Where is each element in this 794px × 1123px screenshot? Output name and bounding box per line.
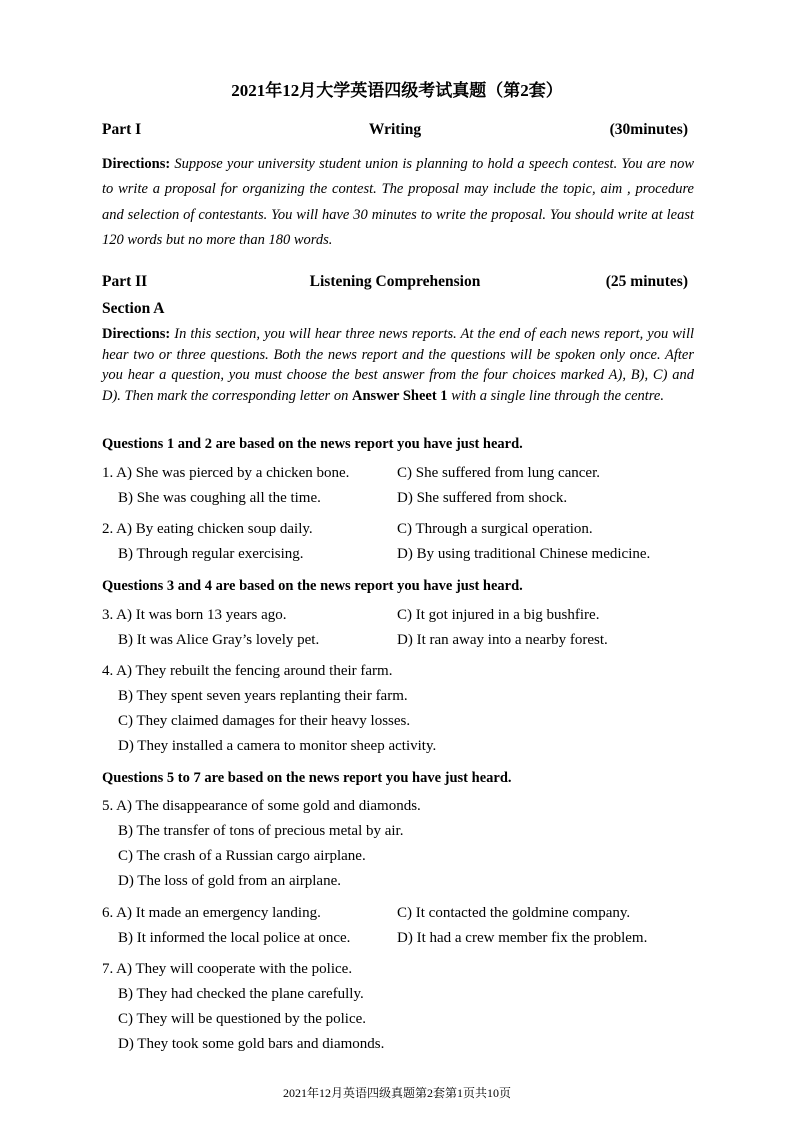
page-footer: 2021年12月英语四级真题第2套第1页共10页 <box>282 1086 511 1100</box>
question-5-option-c: C) The crash of a Russian cargo airplane. <box>118 848 366 864</box>
question-2-option-a: 2. A) By eating chicken soup daily. <box>102 521 313 537</box>
question-1-option-b: B) She was coughing all the time. <box>118 490 321 506</box>
directions-text: with a single line through the centre. <box>447 388 664 405</box>
question-group-heading: Questions 1 and 2 are based on the news report you have just heard. <box>102 436 523 452</box>
part-2-directions <box>102 324 694 407</box>
answer-sheet-ref: Answer Sheet 1 <box>351 388 448 405</box>
page-title: 2021年12月大学英语四级考试真题（第2套） <box>231 81 563 100</box>
part-1-header <box>102 121 688 141</box>
question-7-option-b: B) They had checked the plane carefully. <box>118 986 364 1002</box>
question-6-option-d: D) It had a crew member fix the problem. <box>397 930 648 946</box>
question-4-option-d: D) They installed a camera to monitor sheep activity. <box>118 738 437 754</box>
question-3-option-d: D) It ran away into a nearby forest. <box>397 632 608 648</box>
question-7-option-d: D) They took some gold bars and diamonds. <box>118 1036 385 1052</box>
question-4-option-c: C) They claimed damages for their heavy losses. <box>118 713 411 729</box>
part-1-title: Writing <box>368 121 422 138</box>
part-2-time: (25 minutes) <box>605 273 688 290</box>
question-5-option-d: D) The loss of gold from an airplane. <box>118 873 342 889</box>
directions-label: Directions: <box>102 156 171 172</box>
question-4-option-b: B) They spent seven years replanting their farm. <box>118 688 408 704</box>
question-1-option-d: D) She suffered from shock. <box>397 490 568 506</box>
question-1-option-a: 1. A) She was pierced by a chicken bone. <box>102 465 350 481</box>
question-1-option-c: C) She suffered from lung cancer. <box>397 465 600 481</box>
part-1-directions <box>102 152 694 253</box>
directions-text: In this section, you will hear three news reports. At the end of each news report, you will hear two or three questions. Both the news report and the questions will be spoken only once. After you hear a question, you must choose the best answer from the four choices marked A), B), C) and D). Then mark the corresponding letter on <box>102 326 694 405</box>
question-2-option-d: D) By using traditional Chinese medicine. <box>397 546 651 562</box>
question-6-option-c: C) It contacted the goldmine company. <box>397 905 631 921</box>
part-2-number: Part II <box>102 273 148 290</box>
question-3-option-c: C) It got injured in a big bushfire. <box>397 607 600 623</box>
question-6-option-b: B) It informed the local police at once. <box>118 930 351 946</box>
question-7-option-a: 7. A) They will cooperate with the police. <box>102 961 353 977</box>
question-7-option-c: C) They will be questioned by the police. <box>118 1011 367 1027</box>
part-1-number: Part I <box>102 121 142 138</box>
question-5-option-b: B) The transfer of tons of precious metal by air. <box>118 823 404 839</box>
question-3-option-a: 3. A) It was born 13 years ago. <box>102 607 287 623</box>
directions-text: Suppose your university student union is planning to hold a speech contest. You are now to write a proposal for organizing the contest. The proposal may include the topic, aim , procedure and selection of contestants. You will have 30 minutes to write the proposal. You should write at least 120 words but no more than 180 words. <box>102 156 694 248</box>
section-a-heading: Section A <box>102 300 165 317</box>
directions-label: Directions: <box>102 326 171 342</box>
part-1-time: (30minutes) <box>609 121 688 138</box>
question-4-option-a: 4. A) They rebuilt the fencing around their farm. <box>102 663 393 679</box>
question-5-option-a: 5. A) The disappearance of some gold and diamonds. <box>102 798 421 814</box>
question-group-heading: Questions 3 and 4 are based on the news report you have just heard. <box>102 578 523 594</box>
question-6-option-a: 6. A) It made an emergency landing. <box>102 905 321 921</box>
question-3-option-b: B) It was Alice Gray’s lovely pet. <box>118 632 320 648</box>
question-2-option-b: B) Through regular exercising. <box>118 546 304 562</box>
part-2-header <box>102 273 688 293</box>
question-2-option-c: C) Through a surgical operation. <box>397 521 593 537</box>
part-2-title: Listening Comprehension <box>309 273 481 290</box>
question-group-heading: Questions 5 to 7 are based on the news report you have just heard. <box>102 770 512 786</box>
